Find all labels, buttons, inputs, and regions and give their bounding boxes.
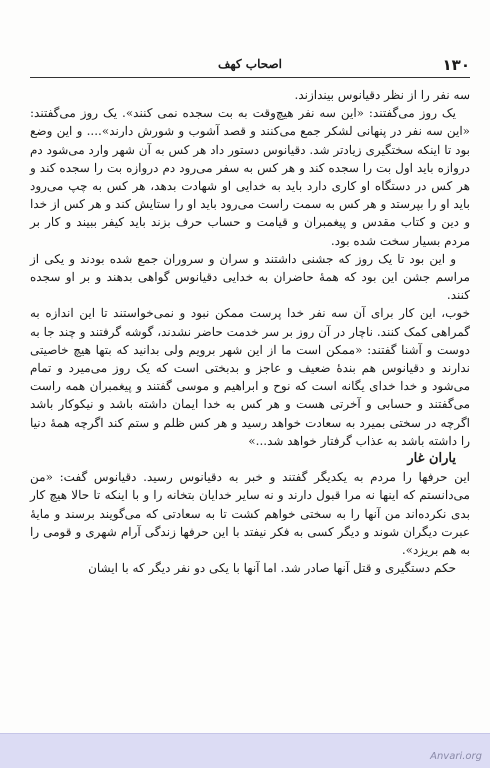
paragraph: و این بود تا یک روز که جشنی داشتند و سران و سروران جمع شده بودند و یکی از مراسم جشن این بود که همهٔ حاضران به خدایی دقیانوس گواهی بدهند و بر او سجده کنند.: [30, 251, 470, 303]
section-heading: یاران غار: [407, 451, 456, 467]
watermark-text: Anvari.org: [430, 751, 482, 762]
paragraph: خوب، این کار برای آن سه نفر خدا پرست ممکن نبود و نمی‌خواستند تا این اندازه به گمراهی کمک کنند. ناچار در آن روز بر سر خدمت حاضر نشدند، گوشه گرفتند و چند جا به دوست و آشنا گفتند: «ممکن است ما از این شهر برویم ولی بدانید که بتها هیچ خاصیتی ندارند و دقیانوس هم بندهٔ ضعیف و عاجز و بدبختی است که یک روز می‌میرد و تمام می‌شود و خدا خدای یگانه است که نوح و ابراهیم و موسی گفتند و پیغمبران همه راست می‌گفتند و حسابی و آخرتی هست و هر کس به خدا ایمان داشته باشد و نیکوکار باشد اگرچه در سختی بمیرد به سعادت خواهد رسید و هر کس ظلم و ستم کند اگرچه همهٔ دنیا را داشته باشد به عذاب گرفتار خواهد شد...»: [30, 306, 470, 448]
footer-band: [0, 733, 490, 768]
paragraph: حکم دستگیری و قتل آنها صادر شد. اما آنها با یکی دو نفر دیگر که با ایشان: [88, 561, 456, 576]
page-header: [30, 52, 470, 76]
page-body: [30, 86, 470, 577]
paragraph: این حرفها را مردم به یکدیگر گفتند و خبر به دقیانوس رسید. دقیانوس گفت: «من می‌دانستم که اینها نه مرا قبول دارند و نه سایر خدایان بتخانه را و با اینکه تا حالا هیچ کار بدی نکرده‌اند من آنها را به سختی خواهم کشت تا به سعادتی که می‌گویند برسند و مایهٔ عبرت دیگران شوند و دیگر کسی به فکر نیفتد با این حرفها زندگی آرام شهری و قومی را به هم بریزد».: [30, 470, 470, 558]
paragraph: سه نفر را از نظر دقیانوس بیندازند.: [294, 88, 470, 102]
page-number: ١٣٠: [442, 56, 470, 74]
running-title: اصحاب کهف: [217, 57, 283, 71]
paragraph: یک روز می‌گفتند: «این سه نفر هیچ‌وقت به بت سجده نمی کنند». یک روز می‌گفتند: «این سه نفر در پنهانی لشکر جمع می‌کنند و قصد آشوب و شورش دارند».... و این وضع بود تا اینکه سختگیری زیادتر شد. دقیانوس دستور داد هر کس به آن شهر وارد می‌شود دم دروازه باید اول بت را سجده کند و هر کس به سفر می‌رود دم دروازه بت را سجده کند و هر کس در دستگاه او کاری دارد باید به خدایی او شهادت بدهد، هر کس به چپ می‌رود باید او را بپرستد و هر کس به سمت راست می‌رود باید او را ستایش کند و هر کس از خدا و دین و کتاب مقدس و پیغمبران و قیامت و حساب حرف بزند باید کیفر ببیند و کار بر مردم بسیار سخت شده بود.: [30, 106, 471, 248]
header-rule: [30, 77, 470, 78]
